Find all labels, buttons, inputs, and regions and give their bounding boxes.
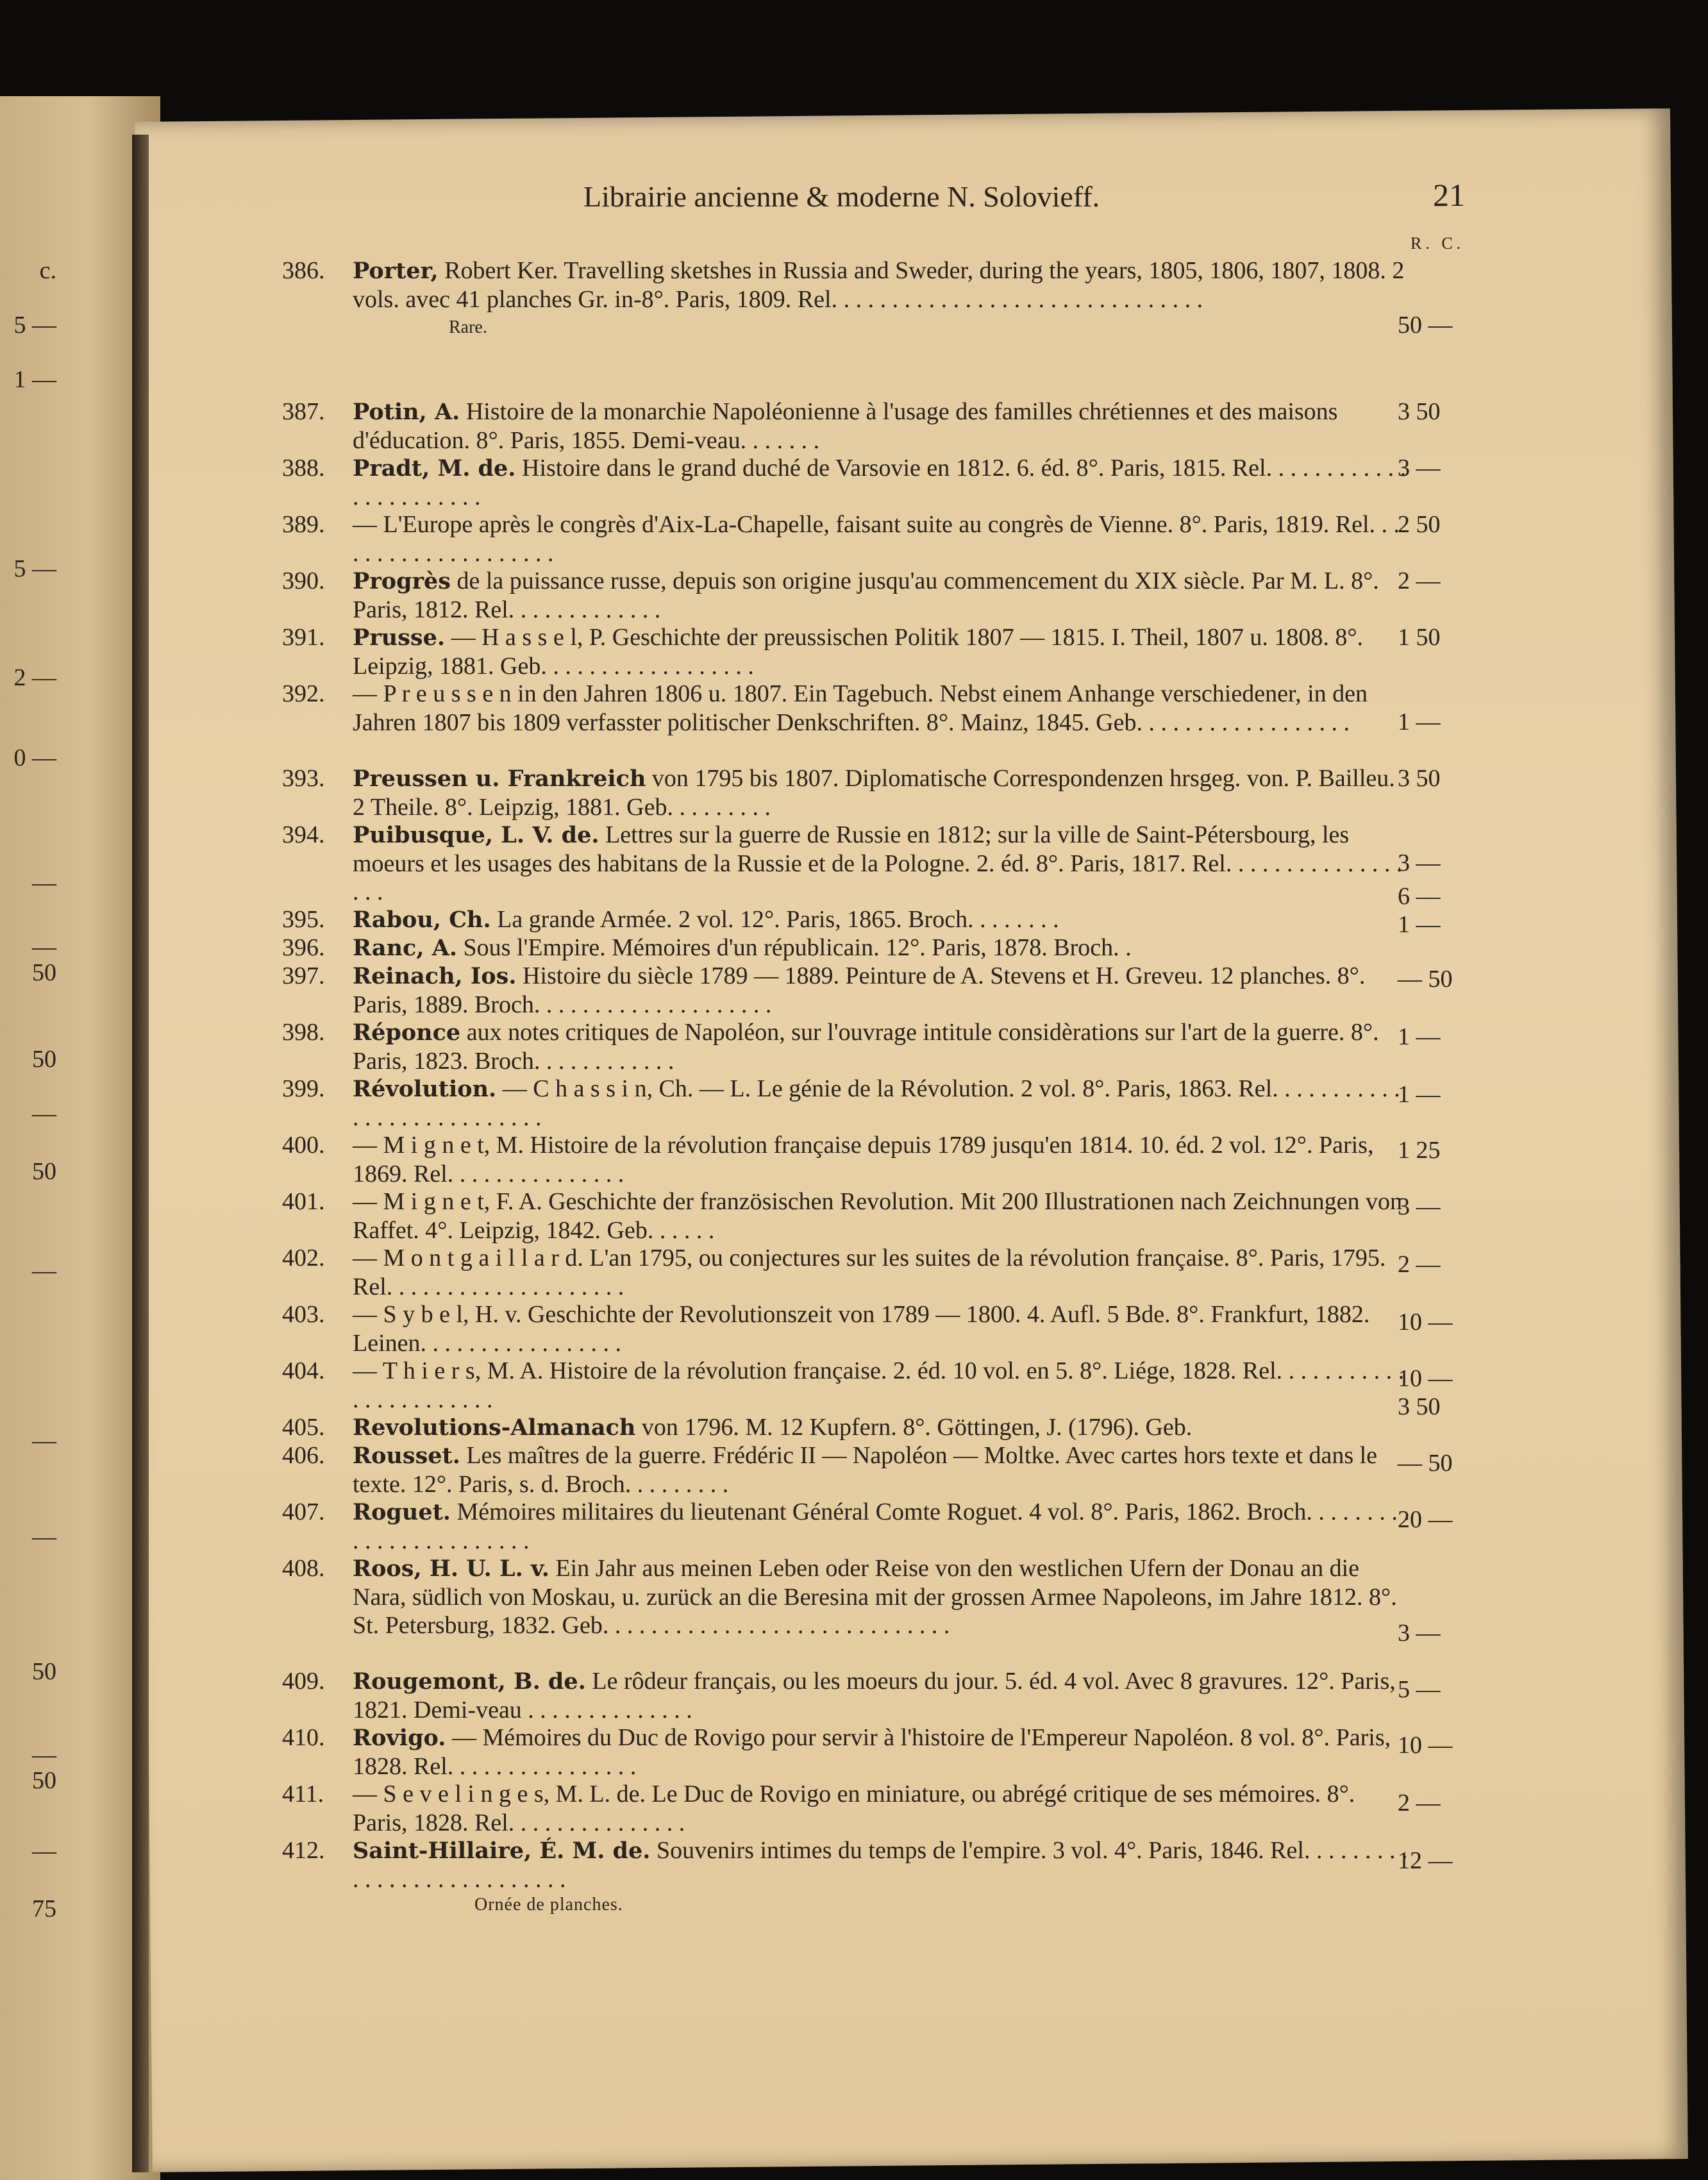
entry-price: 6 —	[1398, 883, 1441, 910]
entry-text: — M o n t g a i l l a r d. L'an 1795, ou conjectures sur les suites de la révolution française. 8°. Paris, 1795. Rel. . . . . . . . . . . . . . . . . . . .	[353, 1245, 1386, 1300]
entry-name: Saint-Hillaire, É. M. de.	[353, 1838, 651, 1864]
entry-name: Rougemont, B. de.	[353, 1668, 586, 1695]
left-fragment: c.	[39, 257, 56, 284]
entry-text: — S y b e l, H. v. Geschichte der Revolutionszeit von 1789 — 1800. 4. Aufl. 5 Bde. 8°. Frankfurt, 1882. Leinen. . . . . . . . . . . . . . . . .	[353, 1301, 1370, 1357]
entry-price: 1 50	[1398, 624, 1441, 651]
entry-note: Rare.	[449, 317, 487, 337]
entry-text: von 1795 bis 1807. Diplomatische Correspondenzen hrsgeg. von. P. Bailleu. 2 Theile. 8°. Leipzig, 1881. Geb. . . . . . . . .	[353, 765, 1395, 821]
entry-number: 386.	[282, 257, 325, 284]
entry-text: aux notes critiques de Napoléon, sur l'ouvrage intitule considèrations sur l'art de la guerre. 8°. Paris, 1823. Broch. . . . . . . . . . . .	[353, 1019, 1379, 1075]
entry-number: 387.	[282, 398, 325, 425]
entry-text: — P r e u s s e n in den Jahren 1806 u. 1807. Ein Tagebuch. Nebst einem Anhange verschiedener, in den Jahren 1807 bis 1809 verfasster politischer Denkschriften. 8°. Mainz, 1845. Geb. . . . . . . . . . . . . . . . . .	[353, 680, 1368, 736]
entry-price: 10 —	[1398, 1732, 1453, 1759]
entry-number: 407.	[282, 1498, 325, 1525]
entry-price: 3 50	[1398, 765, 1441, 792]
left-page-fragments	[0, 0, 90, 2172]
entry-name: Révolution.	[353, 1076, 497, 1102]
entry-number: 396.	[282, 934, 325, 961]
left-fragment: 5 —	[13, 555, 56, 582]
entry-price: 1 25	[1398, 1137, 1441, 1164]
entry-number: 409.	[282, 1668, 325, 1695]
entry-price: 20 —	[1398, 1506, 1453, 1533]
left-fragment: 50	[32, 1658, 56, 1685]
entry-price: 50 —	[1398, 312, 1453, 339]
entry-text: — Mémoires du Duc de Rovigo pour servir à l'histoire de l'Empereur Napoléon. 8 vol. 8°. Paris, 1828. Rel. . . . . . . . . . . . . . . .	[353, 1724, 1391, 1780]
left-fragment: 75	[32, 1895, 56, 1922]
entry-number: 402.	[282, 1245, 325, 1271]
entry-number: 411.	[282, 1781, 324, 1807]
entry-name: Potin, A.	[353, 399, 460, 425]
entry-number: 401.	[282, 1188, 325, 1215]
entry-name: Rousset.	[353, 1443, 460, 1469]
entry-price: — 50	[1398, 1450, 1453, 1477]
price-column-label: R. C.	[1411, 234, 1465, 253]
entry-price: 2 —	[1398, 1251, 1441, 1278]
left-fragment: —	[32, 934, 56, 960]
left-fragment: 50	[32, 1046, 56, 1073]
entry-price: 3 50	[1398, 398, 1441, 425]
entry-number: 393.	[282, 765, 325, 792]
entry-text: Mémoires militaires du lieutenant Général Comte Roguet. 4 vol. 8°. Paris, 1862. Broch. . . . . . . . . . . . . . . . . . . . . . . .	[353, 1498, 1410, 1554]
entry-text: — L'Europe après le congrès d'Aix-La-Chapelle, faisant suite au congrès de Vienne. 8°. Paris, 1819. Rel. . . . . . . . . . . . . . . . . . . .	[353, 511, 1400, 567]
left-fragment: —	[32, 1523, 56, 1550]
entry-name: Ranc, A.	[353, 935, 458, 961]
entry-number: 399.	[282, 1075, 325, 1102]
entry-number: 408.	[282, 1555, 325, 1582]
entry-number: 404.	[282, 1357, 325, 1384]
entry-number: 405.	[282, 1414, 325, 1441]
left-fragment: —	[32, 1838, 56, 1865]
entry-name: Roguet.	[353, 1499, 451, 1525]
entry-text: Sous l'Empire. Mémoires d'un républicain. 12°. Paris, 1878. Broch. .	[463, 934, 1132, 961]
left-fragment: —	[32, 1100, 56, 1127]
entry-price: 3 —	[1398, 1193, 1441, 1220]
entry-number: 406.	[282, 1442, 325, 1469]
entry-name: Rabou, Ch.	[353, 907, 491, 933]
left-fragment: 1 —	[13, 366, 56, 393]
entry-text: Souvenirs intimes du temps de l'empire. 3 vol. 4°. Paris, 1846. Rel. . . . . . . . . . . . . . . . . . . . . . . . . . .	[353, 1837, 1408, 1893]
entry-price: — 50	[1398, 966, 1453, 993]
entry-name: Pradt, M. de.	[353, 455, 516, 482]
entry-name: Preussen u. Frankreich	[353, 766, 646, 792]
entry-name: Porter,	[353, 258, 439, 284]
entry-name: Rovigo.	[353, 1725, 446, 1751]
entry-text: Lettres sur la guerre de Russie en 1812; sur la ville de Saint-Pétersbourg, les moeurs et les usages des habitans de la Russie et de la Pologne. 2. éd. 8°. Paris, 1817. Rel. . . . . . . . . . . . . . . . . .	[353, 821, 1403, 905]
entry-number: 398.	[282, 1019, 325, 1046]
left-fragment: —	[32, 869, 56, 896]
entry-text: Ein Jahr aus meinen Leben oder Reise von den westlichen Ufern der Donau an die Nara, südlich von Moskau, u. zurück an die Beresina mit der grossen Armee Napoleons, im Jahre 1812. 8°. St. Petersburg, 1832. Geb. . . . . . . . . . . . . . . . . . . . . . . . . . . . .	[353, 1555, 1397, 1639]
entry-text: Le rôdeur français, ou les moeurs du jour. 5. éd. 4 vol. Avec 8 gravures. 12°. Paris, 1821. Demi-veau . . . . . . . . . . . . . .	[353, 1668, 1396, 1723]
left-fragment: 50	[32, 1158, 56, 1185]
entry-name: Progrès	[353, 568, 451, 594]
entry-price: 3 —	[1398, 850, 1441, 876]
entry-number: 394.	[282, 821, 325, 848]
entry-price: 5 —	[1398, 1676, 1441, 1703]
entry-number: 390.	[282, 567, 325, 594]
entry-text: — M i g n e t, F. A. Geschichte der französischen Revolution. Mit 200 Illustrationen nach Zeichnungen von Raffet. 4°. Leipzig, 1842. Geb. . . . . .	[353, 1188, 1402, 1244]
entry-text: Histoire dans le grand duché de Varsovie en 1812. 6. éd. 8°. Paris, 1815. Rel. . . . . . . . . . . . . . . . . . . . . . .	[353, 455, 1407, 510]
entry-text: de la puissance russe, depuis son origine jusqu'au commencement du XIX siècle. Par M. L. 8°. Paris, 1812. Rel. . . . . . . . . . . . .	[353, 567, 1379, 623]
entry-number: 388.	[282, 455, 325, 482]
entry-number: 410.	[282, 1724, 325, 1751]
entry-text: — M i g n e t, M. Histoire de la révolution française depuis 1789 jusqu'en 1814. 10. éd. 2 vol. 12°. Paris, 1869. Rel. . . . . . . . . . . . . . .	[353, 1132, 1374, 1187]
entry-number: 397.	[282, 962, 325, 989]
left-fragment: 50	[32, 1767, 56, 1794]
entry-number: 391.	[282, 624, 325, 651]
entry-text: La grande Armée. 2 vol. 12°. Paris, 1865. Broch. . . . . . . .	[497, 906, 1059, 933]
entry-price: 2 —	[1398, 1790, 1441, 1816]
page-number: 21	[1433, 177, 1465, 213]
entry-name: Reinach, Ios.	[353, 963, 517, 989]
entry-price: 2 —	[1398, 567, 1441, 594]
entry-number: 400.	[282, 1132, 325, 1159]
entry-name: Prusse.	[353, 625, 446, 651]
entry-price: 2 50	[1398, 511, 1441, 538]
entry-price: 10 —	[1398, 1365, 1453, 1392]
page-header: Librairie ancienne & moderne N. Solovieff.	[583, 180, 1100, 213]
entry-text: Histoire de la monarchie Napoléonienne à l'usage des familles chrétiennes et des maisons d'éducation. 8°. Paris, 1855. Demi-veau. . . . . . .	[353, 398, 1338, 454]
entry-name: Puibusque, L. V. de.	[353, 822, 599, 848]
entry-text: Robert Ker. Travelling sketshes in Russia and Sweder, during the years, 1805, 1806, 1807, 1808. 2 vols. avec 41 planches Gr. in-8°. Paris, 1809. Rel. . . . . . . . . . . . . . . . . . . . . . . . . . . . . . .	[353, 257, 1405, 313]
entry-number: 403.	[282, 1301, 325, 1328]
footer-note: Ornée de planches.	[474, 1895, 623, 1915]
left-fragment: —	[32, 1741, 56, 1768]
left-fragment: 50	[32, 959, 56, 986]
entry-text: — T h i e r s, M. A. Histoire de la révolution française. 2. éd. 10 vol. en 5. 8°. Liége, 1828. Rel. . . . . . . . . . . . . . . . . . . . . . .	[353, 1357, 1405, 1413]
entry-price: 3 50	[1398, 1393, 1441, 1420]
entry-text: Les maîtres de la guerre. Frédéric II — Napoléon — Moltke. Avec cartes hors texte et dans le texte. 12°. Paris, s. d. Broch. . . . . . . . .	[353, 1442, 1378, 1498]
entry-text: — C h a s s i n, Ch. — L. Le génie de la Révolution. 2 vol. 8°. Paris, 1863. Rel. . . . . . . . . . . . . . . . . . . . . . . . . . .	[353, 1075, 1400, 1131]
entry-text: — H a s s e l, P. Geschichte der preussischen Politik 1807 — 1815. I. Theil, 1807 u. 1808. 8°. Leipzig, 1881. Geb. . . . . . . . . . . . . . . . . .	[353, 624, 1364, 680]
entry-price: 3 —	[1398, 1620, 1441, 1647]
entry-number: 412.	[282, 1837, 325, 1864]
entry-price: 3 —	[1398, 455, 1441, 482]
left-fragment: —	[32, 1257, 56, 1284]
left-fragment: 2 —	[13, 664, 56, 691]
entry-price: 12 —	[1398, 1847, 1453, 1874]
entry-price: 1 —	[1398, 709, 1441, 735]
entry-price: 1 —	[1398, 1023, 1441, 1050]
entry-number: 389.	[282, 511, 325, 538]
entry-number: 395.	[282, 906, 325, 933]
entry-name: Revolutions-Almanach	[353, 1414, 636, 1441]
entry-price: 1 —	[1398, 911, 1441, 938]
entry-name: Réponce	[353, 1019, 461, 1046]
left-fragment: 0 —	[13, 744, 56, 771]
entry-price: 1 —	[1398, 1081, 1441, 1108]
entry-price: 10 —	[1398, 1309, 1453, 1336]
book-gutter	[132, 135, 149, 2172]
entry-number: 392.	[282, 680, 325, 707]
entry-name: Roos, H. U. L. v.	[353, 1555, 549, 1582]
entry-text: Histoire du siècle 1789 — 1889. Peinture de A. Stevens et H. Greveu. 12 planches. 8°. Paris, 1889. Broch. . . . . . . . . . . . . . . . . . . .	[353, 962, 1366, 1018]
entry-text: — S e v e l i n g e s, M. L. de. Le Duc de Rovigo en miniature, ou abrégé critique de ses mémoires. 8°. Paris, 1828. Rel. . . . . . . . . . . . . . .	[353, 1781, 1355, 1836]
left-fragment: 5 —	[13, 312, 56, 339]
left-fragment: —	[32, 1427, 56, 1454]
entry-text: von 1796. M. 12 Kupfern. 8°. Göttingen, J. (1796). Geb.	[641, 1414, 1193, 1441]
